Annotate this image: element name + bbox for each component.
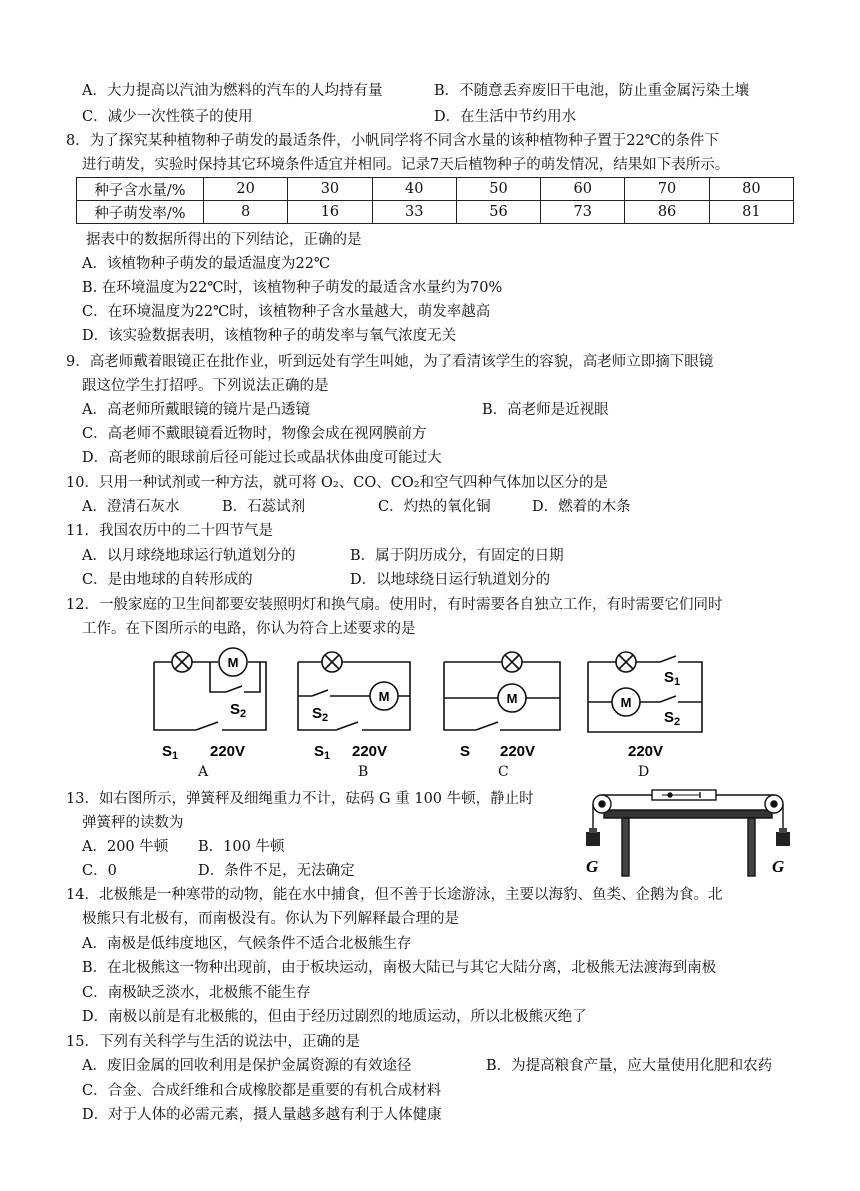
q10-option-d: D．燃着的木条 xyxy=(532,499,631,515)
q11-option-c: C．是由地球的自转形成的 xyxy=(82,572,253,588)
weight-left-label: G xyxy=(586,857,599,876)
table-cell: 20 xyxy=(204,178,288,201)
circuit-a-caption: A xyxy=(198,764,209,780)
switch-s2-label: $S_2$ xyxy=(312,705,329,724)
q10-stem: 10．只用一种试剂或一种方法，就可将 O₂、CO、CO₂和空气四种气体加以区分的是 xyxy=(66,475,609,491)
switch-s1-label: $S_1$ xyxy=(314,743,331,762)
q8-stem-line3: 据表中的数据所得出的下列结论，正确的是 xyxy=(86,232,362,248)
voltage-label: 220V xyxy=(628,743,664,760)
q14-option-a: A．南极是低纬度地区，气候条件不适合北极熊生存 xyxy=(82,936,412,952)
q13-stem-line1: 13．如右图所示，弹簧秤及细绳重力不计，砝码 G 重 100 牛顿，静止时 xyxy=(66,791,534,807)
q9-option-b: B．高老师是近视眼 xyxy=(482,402,609,418)
circuit-c xyxy=(438,642,568,762)
circuit-b xyxy=(292,642,422,762)
weight-right-label: G xyxy=(772,857,785,876)
circuit-d-caption: D xyxy=(638,764,650,780)
table-row xyxy=(77,201,794,224)
q13-stem-line2: 弹簧秤的读数为 xyxy=(82,815,184,831)
voltage-label: 220V xyxy=(210,743,246,760)
q7-option-b: B．不随意丢弃废旧干电池，防止重金属污染土壤 xyxy=(434,83,750,99)
q8-option-a: A．该植物种子萌发的最适温度为22℃ xyxy=(82,256,331,272)
q10-option-b: B．石蕊试剂 xyxy=(222,499,306,515)
q13-option-d: D．条件不足，无法确定 xyxy=(198,863,355,879)
table-cell: 56 xyxy=(456,201,540,224)
q8-stem-line1: 8．为了探究某种植物种子萌发的最适条件，小帆同学将不同含水量的该种植物种子置于22℃的条件下 xyxy=(66,133,719,149)
q11-option-a: A．以月球绕地球运行轨道划分的 xyxy=(82,548,296,564)
voltage-label: 220V xyxy=(500,743,536,760)
spring-scale-figure xyxy=(582,788,794,880)
q14-option-d: D．南极以前是有北极熊的，但由于经历过剧烈的地质运动，所以北极熊灭绝了 xyxy=(82,1009,587,1025)
circuit-b-caption: B xyxy=(358,764,369,780)
weight-right-icon xyxy=(776,828,790,846)
q8-stem-line2: 进行萌发，实验时保持其它环境条件适宜并相同。记录7天后植物种子的萌发情况，结果如下表所示。 xyxy=(82,157,730,173)
row-label-water-content: 种子含水量/% xyxy=(77,178,204,201)
q13-option-c: C．0 xyxy=(82,863,117,879)
table-cell: 33 xyxy=(372,201,456,224)
table-cell: 16 xyxy=(288,201,372,224)
table-cell: 80 xyxy=(709,178,793,201)
q8-option-b: B. 在环境温度为22℃时，该植物种子萌发的最适含水量约为70% xyxy=(82,280,503,296)
table-cell: 60 xyxy=(541,178,625,201)
q7-option-a: A．大力提高以汽油为燃料的汽车的人均持有量 xyxy=(82,83,383,99)
q7-option-c: C．减少一次性筷子的使用 xyxy=(82,109,253,125)
q9-option-c: C．高老师不戴眼镜看近物时，物像会成在视网膜前方 xyxy=(82,426,427,442)
q8-data-table xyxy=(76,177,794,224)
q13-option-b: B．100 牛顿 xyxy=(198,839,285,855)
table-cell: 70 xyxy=(625,178,709,201)
q9-option-a: A．高老师所戴眼镜的镜片是凸透镜 xyxy=(82,402,310,418)
q14-stem-line1: 14．北极熊是一种寒带的动物，能在水中捕食，但不善于长途游泳，主要以海豹、鱼类、企鹅为食。北 xyxy=(66,887,723,903)
q9-stem-line2: 跟这位学生打招呼。下列说法正确的是 xyxy=(82,378,329,394)
q15-option-b: B．为提高粮食产量，应大量使用化肥和农药 xyxy=(486,1058,773,1074)
switch-s2-label: $S_2$ xyxy=(664,709,681,728)
q10-option-c: C．灼热的氧化铜 xyxy=(378,499,491,515)
switch-s1-label: $S_1$ xyxy=(664,669,681,688)
motor-label: M xyxy=(506,691,518,706)
q13-option-a: A．200 牛顿 xyxy=(82,839,169,855)
q15-stem: 15．下列有关科学与生活的说法中，正确的是 xyxy=(66,1034,360,1050)
voltage-label: 220V xyxy=(352,743,388,760)
q10-option-a: A．澄清石灰水 xyxy=(82,499,180,515)
table-cell: 30 xyxy=(288,178,372,201)
switch-s-label: S xyxy=(460,743,471,760)
table-cell: 81 xyxy=(709,201,793,224)
switch-s2-label: $S_2$ xyxy=(230,701,247,720)
q15-option-a: A．废旧金属的回收利用是保护金属资源的有效途径 xyxy=(82,1058,412,1074)
q12-stem-line1: 12．一般家庭的卫生间都要安装照明灯和换气扇。使用时，有时需要各自独立工作，有时需要它们同时 xyxy=(66,597,723,613)
weight-left-icon xyxy=(586,828,600,846)
q11-option-d: D．以地球绕日运行轨道划分的 xyxy=(350,572,551,588)
row-label-germination-rate: 种子萌发率/% xyxy=(77,201,204,224)
q12-stem-line2: 工作。在下图所示的电路，你认为符合上述要求的是 xyxy=(82,621,416,637)
q14-option-b: B．在北极熊这一物种出现前，由于板块运动，南极大陆已与其它大陆分离，北极熊无法渡海到南极 xyxy=(82,960,717,976)
q7-option-d: D．在生活中节约用水 xyxy=(434,109,577,125)
circuit-a xyxy=(148,642,278,762)
q15-option-c: C．合金、合成纤维和合成橡胶都是重要的有机合成材料 xyxy=(82,1083,442,1099)
q14-option-c: C．南极缺乏淡水，北极熊不能生存 xyxy=(82,985,311,1001)
motor-label: M xyxy=(227,655,239,670)
switch-s1-label: $S_1$ xyxy=(162,743,179,762)
motor-label: M xyxy=(378,689,390,704)
table-row xyxy=(77,178,794,201)
table-cell: 73 xyxy=(541,201,625,224)
q15-option-d: D．对于人体的必需元素，摄人量越多越有利于人体健康 xyxy=(82,1107,442,1123)
motor-label: M xyxy=(620,695,632,710)
table-cell: 40 xyxy=(372,178,456,201)
table-cell: 86 xyxy=(625,201,709,224)
table-cell: 8 xyxy=(204,201,288,224)
q9-option-d: D．高老师的眼球前后径可能过长或晶状体曲度可能过大 xyxy=(82,450,442,466)
q8-option-d: D．该实验数据表明，该植物种子的萌发率与氧气浓度无关 xyxy=(82,328,457,344)
q8-option-c: C．在环境温度为22℃时，该植物种子含水量越大，萌发率越高 xyxy=(82,304,491,320)
circuit-d xyxy=(582,642,712,762)
q14-stem-line2: 极熊只有北极有，而南极没有。你认为下列解释最合理的是 xyxy=(82,911,459,927)
q11-option-b: B．属于阴历成分，有固定的日期 xyxy=(350,548,564,564)
circuit-c-caption: C xyxy=(498,764,509,780)
q11-stem: 11．我国农历中的二十四节气是 xyxy=(66,523,273,539)
table-cell: 50 xyxy=(456,178,540,201)
q9-stem-line1: 9．高老师戴着眼镜正在批作业，听到远处有学生叫她，为了看清该学生的容貌，高老师立即摘下眼镜 xyxy=(66,354,714,370)
